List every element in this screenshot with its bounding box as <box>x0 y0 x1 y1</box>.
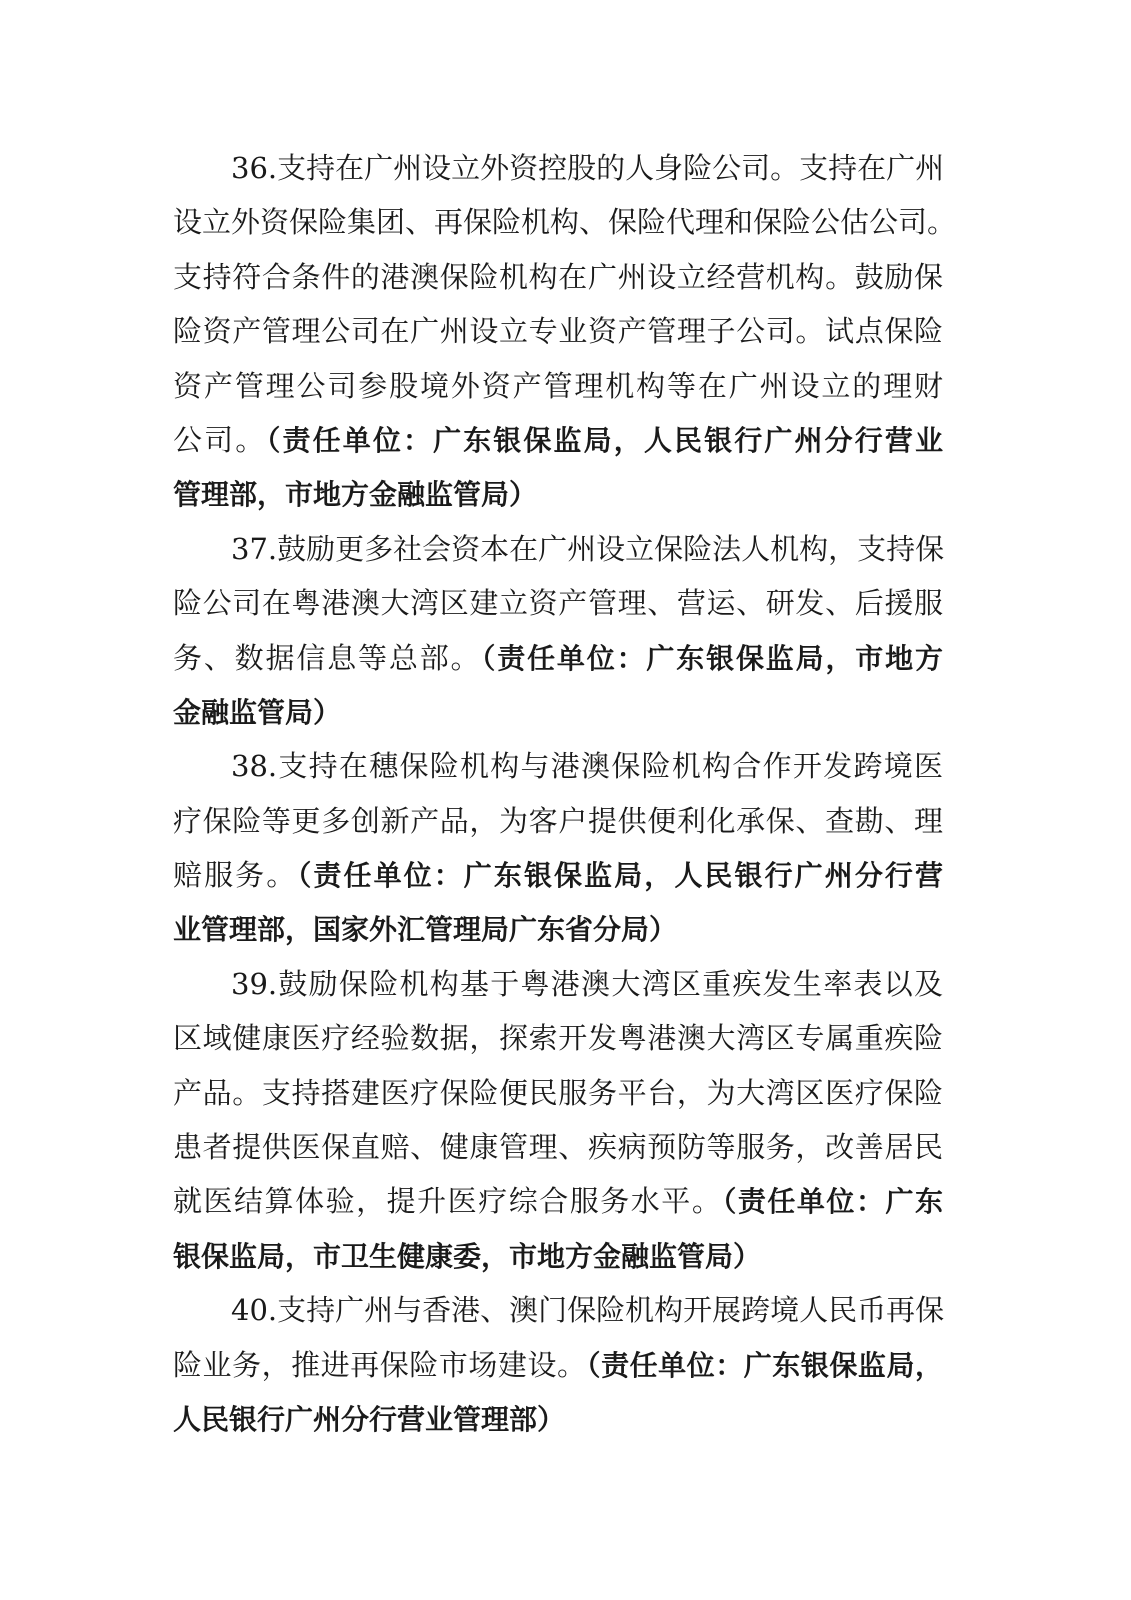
text-line <box>173 855 943 909</box>
responsible-unit-text: 业管理部，国家外汇管理局广东省分局） <box>173 913 678 947</box>
responsible-unit-text: （责任单位：广东银保监局，人民银行广州分行营 <box>297 859 943 893</box>
text-line <box>173 202 957 256</box>
body-text: 险资产管理公司在广州设立专业资产管理子公司。试点保险 <box>173 314 943 349</box>
text-line <box>173 1399 943 1453</box>
body-text: 公司。 <box>173 422 267 457</box>
body-text: 37.鼓励更多社会资本在广州设立保险法人机构，支持保 <box>231 531 945 566</box>
text-line <box>173 1073 943 1127</box>
text-line <box>173 909 943 963</box>
text-line <box>173 257 943 311</box>
text-line <box>173 1181 943 1235</box>
responsible-unit-text: 银保监局，市卫生健康委，市地方金融监管局） <box>173 1239 762 1273</box>
text-line <box>173 692 943 746</box>
text-line <box>173 746 943 800</box>
body-text: 产品。支持搭建医疗保险便民服务平台，为大湾区医疗保险 <box>173 1075 943 1110</box>
text-line <box>173 420 943 474</box>
text-line <box>173 801 943 855</box>
paragraph-38 <box>173 746 943 964</box>
body-text: 设立外资保险集团、再保险机构、保险代理和保险公估公司。 <box>173 205 957 240</box>
body-text: 疗保险等更多创新产品，为客户提供便利化承保、查勘、理 <box>173 803 943 838</box>
body-text: 险业务，推进再保险市场建设。 <box>173 1347 587 1382</box>
paragraph-40 <box>173 1290 943 1453</box>
body-text: 就医结算体验，提升医疗综合服务水平。 <box>173 1184 723 1219</box>
text-line <box>173 311 943 365</box>
text-line <box>173 1127 943 1181</box>
body-text: 39.鼓励保险机构基于粤港澳大湾区重疾发生率表以及 <box>231 966 943 1001</box>
body-text: 38.支持在穗保险机构与港澳保险机构合作开发跨境医 <box>231 749 943 784</box>
responsible-unit-text: 金融监管局） <box>173 695 342 729</box>
body-text: 资产管理公司参股境外资产管理机构等在广州设立的理财 <box>173 368 943 403</box>
text-line <box>173 474 943 528</box>
body-text: 赔服务。 <box>173 858 298 893</box>
text-line <box>173 148 943 202</box>
text-line <box>173 964 943 1018</box>
text-line <box>173 366 943 420</box>
responsible-unit-text: （责任单位：广东银保监局，人民银行广州分行营业 <box>266 423 943 457</box>
paragraph-36 <box>173 148 957 529</box>
text-line <box>173 1018 943 1072</box>
body-text: 务、数据信息等总部。 <box>173 640 482 675</box>
responsible-unit-text: （责任单位：广东 <box>722 1185 943 1219</box>
paragraph-37 <box>173 529 943 747</box>
body-text: 40.支持广州与香港、澳门保险机构开展跨境人民币再保 <box>231 1293 945 1328</box>
body-text: 区域健康医疗经验数据，探索开发粤港澳大湾区专属重疾险 <box>173 1021 943 1056</box>
text-line <box>173 583 943 637</box>
body-text: 险公司在粤港澳大湾区建立资产管理、营运、研发、后援服 <box>173 586 943 621</box>
paragraph-39 <box>173 964 943 1290</box>
responsible-unit-text: 人民银行广州分行营业管理部） <box>173 1402 566 1436</box>
body-text: 36.支持在广州设立外资控股的人身险公司。支持在广州 <box>231 151 945 185</box>
text-line <box>173 1290 943 1344</box>
text-line <box>173 529 943 583</box>
responsible-unit-text: 管理部，市地方金融监管局） <box>173 478 538 512</box>
body-text: 支持符合条件的港澳保险机构在广州设立经营机构。鼓励保 <box>173 259 943 294</box>
responsible-unit-text: （责任单位：广东银保监局， <box>586 1348 943 1382</box>
responsible-unit-text: （责任单位：广东银保监局，市地方 <box>481 641 943 675</box>
document-body <box>173 148 957 1453</box>
body-text: 患者提供医保直赔、健康管理、疾病预防等服务，改善居民 <box>173 1130 943 1165</box>
text-line <box>173 638 943 692</box>
text-line <box>173 1345 943 1399</box>
text-line <box>173 1236 943 1290</box>
